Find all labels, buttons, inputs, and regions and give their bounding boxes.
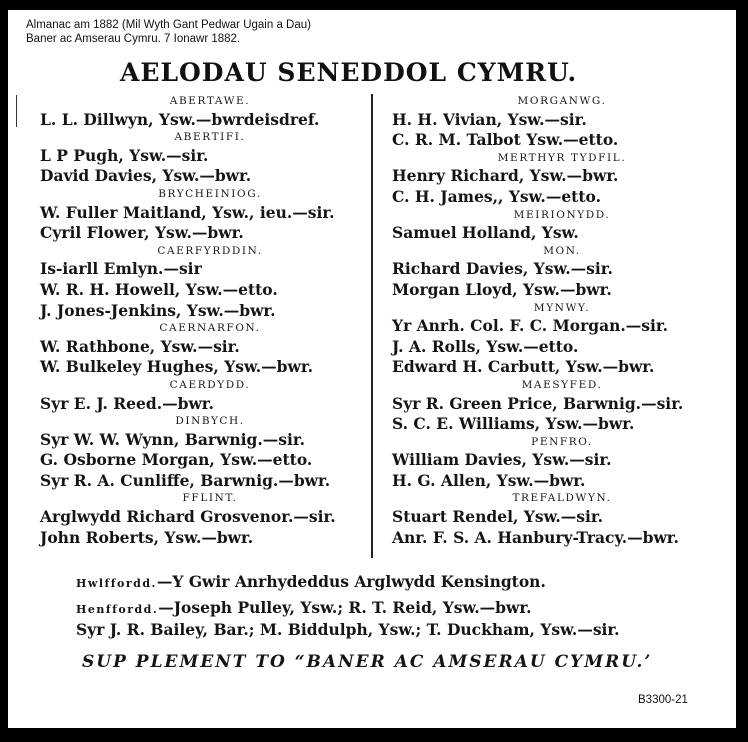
county-heading: MEIRIONYDD. xyxy=(513,208,611,221)
member-entry: C. H. James,, Ysw.—etto. xyxy=(392,186,601,206)
county-heading: MAESYFED. xyxy=(521,378,603,391)
member-entry: Anr. F. S. A. Hanbury-Tracy.—bwr. xyxy=(392,527,679,547)
reference-code: B3300-21 xyxy=(638,694,688,706)
caption-line-1: Almanac am 1882 (Mil Wyth Gant Pedwar Ugain a Dau) xyxy=(26,19,311,31)
member-entry: Yr Anrh. Col. F. C. Morgan.—sir. xyxy=(392,316,669,336)
member-entry: David Davies, Ysw.—bwr. xyxy=(40,166,252,186)
henffordd-line xyxy=(76,598,532,617)
column-divider xyxy=(371,94,373,558)
county-heading: DINBYCH. xyxy=(175,415,245,428)
member-entry: Morgan Lloyd, Ysw.—bwr. xyxy=(392,279,612,299)
county-heading: CAERFYRDDIN. xyxy=(157,244,263,257)
county-heading: CAERDYDD. xyxy=(169,378,251,391)
county-heading: TREFALDWYN. xyxy=(512,492,612,505)
member-entry: H. H. Vivian, Ysw.—sir. xyxy=(392,109,587,129)
member-entry: J. Jones-Jenkins, Ysw.—bwr. xyxy=(40,300,276,320)
county-heading: MON. xyxy=(543,244,581,257)
member-entry: Syr R. A. Cunliffe, Barwnig.—bwr. xyxy=(40,470,331,490)
henffordd-label: Henffordd. xyxy=(76,603,159,616)
member-entry: Is-iarll Emlyn.—sir xyxy=(40,259,202,279)
member-entry: C. R. M. Talbot Ysw.—etto. xyxy=(392,130,619,150)
right-column xyxy=(392,94,732,548)
member-entry: Cyril Flower, Ysw.—bwr. xyxy=(40,223,244,243)
member-entry: W. Bulkeley Hughes, Ysw.—bwr. xyxy=(40,357,313,377)
member-entry: J. A. Rolls, Ysw.—etto. xyxy=(392,336,579,356)
member-entry: L. L. Dillwyn, Ysw.—bwrdeisdref. xyxy=(40,109,320,129)
member-entry: Stuart Rendel, Ysw.—sir. xyxy=(392,507,604,527)
county-heading: MYNWY. xyxy=(533,301,591,314)
henffordd-text: —Joseph Pulley, Ysw.; R. T. Reid, Ysw.—bwr. xyxy=(158,598,532,617)
left-column xyxy=(40,94,380,548)
page-title: AELODAU SENEDDOL CYMRU. xyxy=(120,58,578,87)
henffordd-line-2: Syr J. R. Bailey, Bar.; M. Biddulph, Ysw.; T. Duckham, Ysw.—sir. xyxy=(76,620,620,639)
member-entry: John Roberts, Ysw.—bwr. xyxy=(40,527,254,547)
member-entry: W. Fuller Maitland, Ysw., ieu.—sir. xyxy=(40,202,335,222)
member-entry: Henry Richard, Ysw.—bwr. xyxy=(392,166,619,186)
county-heading: PENFRO. xyxy=(531,435,593,448)
member-entry: Samuel Holland, Ysw. xyxy=(392,223,579,243)
member-entry: Syr W. W. Wynn, Barwnig.—sir. xyxy=(40,429,306,449)
county-heading: MERTHYR TYDFIL. xyxy=(497,151,627,164)
member-entry: W. R. H. Howell, Ysw.—etto. xyxy=(40,279,278,299)
county-heading: MORGANWG. xyxy=(517,95,607,107)
supplement-line: SUP PLEMENT TO “BANER AC AMSERAU CYMRU.’ xyxy=(82,652,653,672)
member-entry: William Davies, Ysw.—sir. xyxy=(392,450,612,470)
hwlffordd-label: Hwlffordd. xyxy=(76,577,157,590)
member-entry: Edward H. Carbutt, Ysw.—bwr. xyxy=(392,357,655,377)
county-heading: BRYCHEINIOG. xyxy=(158,187,262,200)
caption-line-2: Baner ac Amserau Cymru. 7 Ionawr 1882. xyxy=(26,33,241,45)
margin-mark xyxy=(16,95,17,127)
hwlffordd-text: —Y Gwir Anrhydeddus Arglwydd Kensington. xyxy=(156,572,546,591)
county-heading: ABERTAWE. xyxy=(169,95,251,107)
hwlffordd-line xyxy=(76,572,546,591)
member-entry: S. C. E. Williams, Ysw.—bwr. xyxy=(392,414,635,434)
member-entry: L P Pugh, Ysw.—sir. xyxy=(40,145,209,165)
member-entry: Arglwydd Richard Grosvenor.—sir. xyxy=(40,507,336,527)
caption xyxy=(26,18,311,46)
county-heading: ABERTIFI. xyxy=(174,131,246,144)
member-entry: H. G. Allen, Ysw.—bwr. xyxy=(392,470,586,490)
member-entry: Richard Davies, Ysw.—sir. xyxy=(392,259,613,279)
member-entry: G. Osborne Morgan, Ysw.—etto. xyxy=(40,450,313,470)
member-entry: Syr R. Green Price, Barwnig.—sir. xyxy=(392,393,684,413)
member-entry: W. Rathbone, Ysw.—sir. xyxy=(40,336,240,356)
county-heading: FFLINT. xyxy=(182,492,238,505)
county-heading: CAERNARFON. xyxy=(159,322,261,335)
member-entry: Syr E. J. Reed.—bwr. xyxy=(40,393,214,413)
